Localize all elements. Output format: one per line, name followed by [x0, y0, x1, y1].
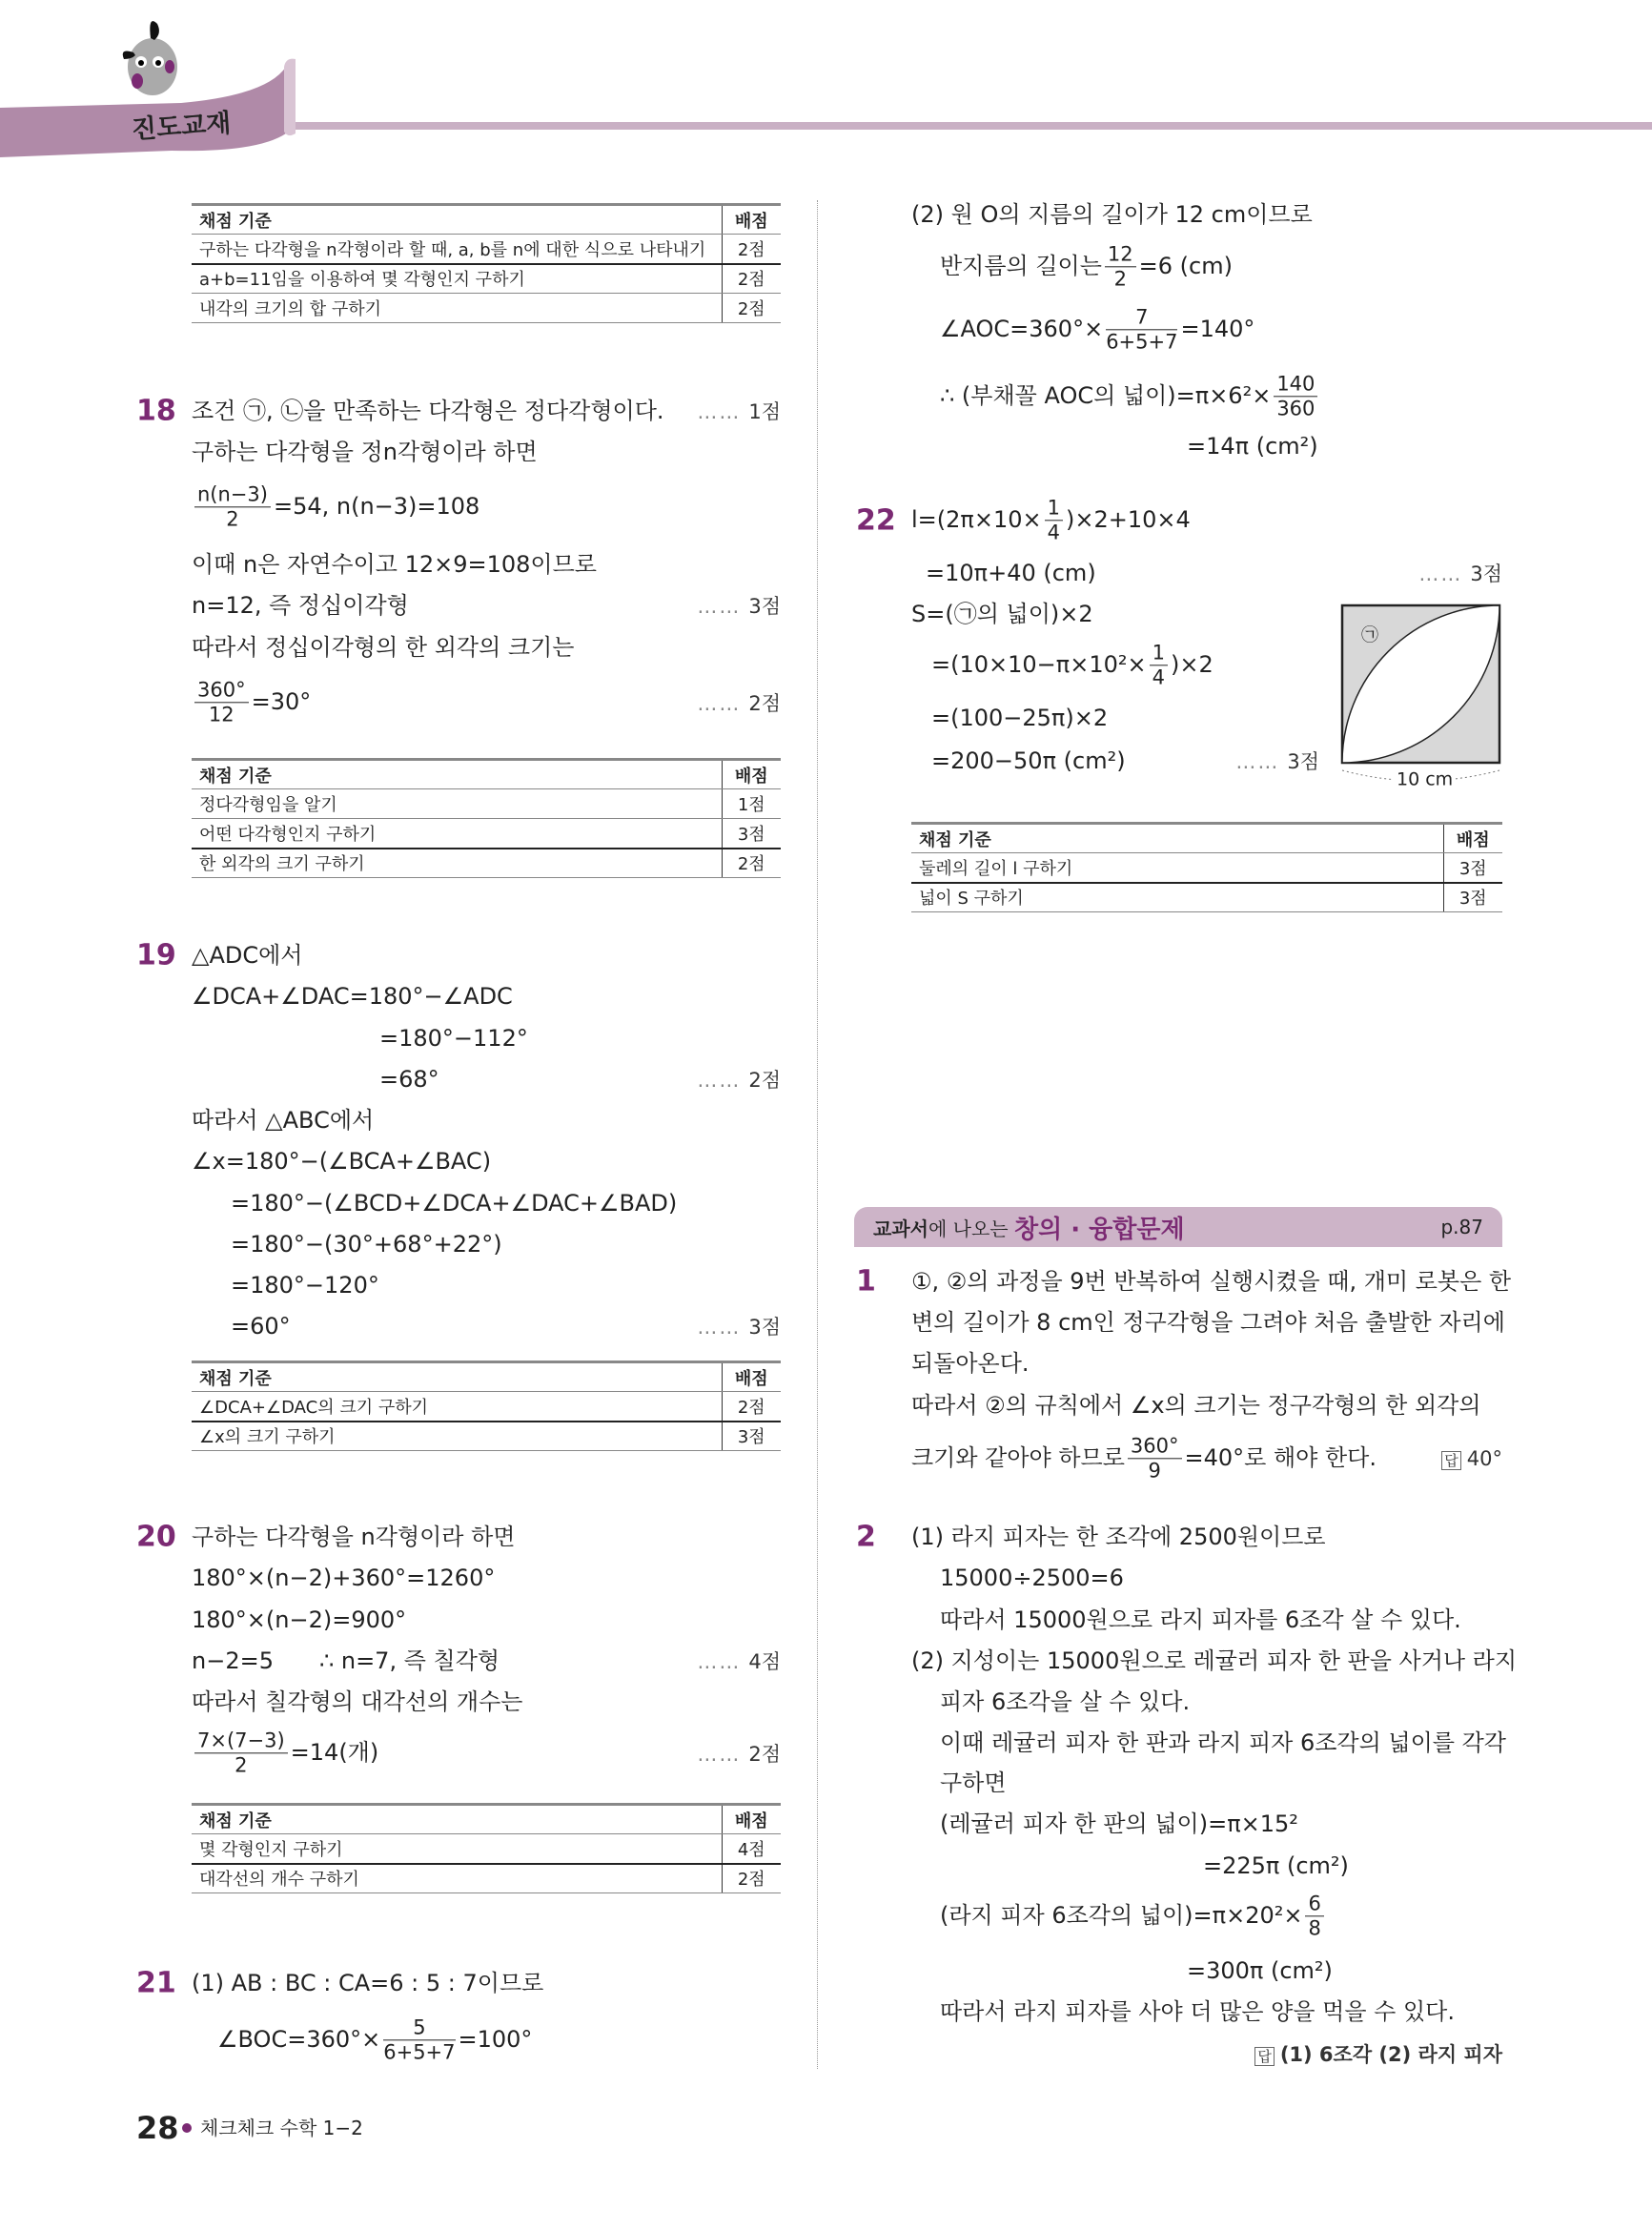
criteria-cell: 몇 각형인지 구하기 — [192, 1834, 722, 1864]
score-marker: …… 2점 — [697, 1743, 781, 1766]
criteria-cell: a+b=11임을 이용하여 몇 각형인지 구하기 — [192, 264, 722, 294]
grading-table-20 — [192, 1803, 781, 1893]
solution-line: 따라서 라지 피자를 사야 더 많은 양을 먹을 수 있다. — [940, 1998, 1455, 2025]
solution-line: ∠x=180°−(∠BCA+∠BAC) — [192, 1148, 492, 1175]
solution-line: 따라서 ②의 규칙에서 ∠x의 크기는 정구각형의 한 외각의 — [911, 1392, 1481, 1419]
solution-line: (2) 지성이는 15000원으로 레귤러 피자 한 판을 사거나 라지 — [911, 1647, 1518, 1674]
solution-line: =68° — [379, 1066, 439, 1093]
solution-line: =180°−(∠BCD+∠DCA+∠DAC+∠BAD) — [231, 1190, 678, 1217]
score-cell: 2점 — [722, 264, 781, 294]
solution-line: 피자 6조각을 살 수 있다. — [940, 1688, 1191, 1715]
header-score: 배점 — [1443, 824, 1502, 853]
problem-number: 19 — [136, 938, 176, 972]
answer: 답 (1) 6조각 (2) 라지 피자 — [1254, 2039, 1502, 2068]
problem-number: 18 — [136, 394, 176, 428]
score-marker: …… 3점 — [1418, 563, 1502, 585]
solution-line: $\frac{n(n-3)}{2}$ =54, n(n−3)=108 — [192, 482, 479, 531]
solution-line: =14π (cm²) — [1187, 433, 1318, 460]
solution-line: 구하는 다각형을 정n각형이라 하면 — [192, 439, 538, 465]
region-label: ㉠ — [1361, 625, 1378, 645]
answer-mark-icon: 답 — [1441, 1451, 1461, 1470]
criteria-cell: 구하는 다각형을 n각형이라 할 때, a, b를 n에 대한 식으로 나타내기 — [192, 235, 722, 264]
solution-line: 이때 레귤러 피자 한 판과 라지 피자 6조각의 넓이를 각각 — [940, 1729, 1506, 1756]
score-cell: 2점 — [722, 849, 781, 878]
section-mid: 에 나오는 — [928, 1217, 1014, 1240]
header-score: 배점 — [722, 760, 781, 789]
solution-line: 구하는 다각형을 n각형이라 하면 — [192, 1524, 516, 1550]
section-label: 진도교재 — [131, 108, 233, 146]
solution-line: 구하면 — [940, 1770, 1007, 1796]
score-cell: 2점 — [722, 1392, 781, 1422]
solution-line: 180°×(n−2)=900° — [192, 1606, 407, 1633]
solution-line: 되돌아온다. — [911, 1350, 1030, 1377]
solution-line: (1) 라지 피자는 한 조각에 2500원이므로 — [911, 1524, 1326, 1550]
solution-line: 크기와 같아야 하므로 $\frac{360^\circ}{9}$ =40°로 해야 한다. — [911, 1434, 1377, 1483]
section-header-bar — [854, 1207, 1502, 1247]
score-cell: 3점 — [1443, 883, 1502, 912]
score-marker: …… 3점 — [1235, 750, 1319, 773]
solution-line: 따라서 15000원으로 라지 피자를 6조각 살 수 있다. — [940, 1606, 1461, 1633]
score-cell: 2점 — [722, 294, 781, 323]
criteria-cell: 정다각형임을 알기 — [192, 789, 722, 819]
solution-line: =300π (cm²) — [1187, 1957, 1333, 1984]
fraction: $\frac{n(n-3)}{2}$ — [194, 482, 271, 531]
score-cell: 2점 — [722, 235, 781, 264]
solution-line: =225π (cm²) — [1203, 1852, 1349, 1879]
criteria-cell: 넓이 S 구하기 — [911, 883, 1443, 912]
criteria-cell: ∠DCA+∠DAC의 크기 구하기 — [192, 1392, 722, 1422]
score-cell: 1점 — [722, 789, 781, 819]
dots: …… — [697, 400, 742, 423]
score: 1점 — [748, 400, 781, 423]
fraction: $\frac{1}{4}$ — [1150, 641, 1168, 689]
solution-line: ∠AOC=360°× $\frac{7}{6+5+7}$ =140° — [940, 305, 1255, 354]
solution-line: $\frac{360^\circ}{12}$ =30° — [192, 678, 311, 726]
score-marker: …… 2점 — [697, 1069, 781, 1092]
solution-line: 따라서 정십이각형의 한 외각의 크기는 — [192, 634, 575, 661]
solution-line: (레귤러 피자 한 판의 넓이)=π×15² — [940, 1811, 1298, 1837]
solution-line: 따라서 칠각형의 대각선의 개수는 — [192, 1688, 523, 1715]
score-cell: 3점 — [722, 1422, 781, 1451]
fraction: $\frac{12}{2}$ — [1105, 242, 1136, 291]
criteria-cell: 대각선의 개수 구하기 — [192, 1864, 722, 1893]
header-criteria: 채점 기준 — [192, 1805, 722, 1834]
solution-line: (라지 피자 6조각의 넓이)=π×20²× $\frac{6}{8}$ — [940, 1892, 1327, 1940]
solution-line: 15000÷2500=6 — [940, 1565, 1124, 1591]
solution-line: S=(㉠의 넓이)×2 — [911, 601, 1093, 627]
page-reference: p.87 — [1440, 1216, 1483, 1238]
answer: 답 40° — [1441, 1447, 1502, 1470]
header-score: 배점 — [722, 1805, 781, 1834]
fraction: $\frac{7}{6+5+7}$ — [1106, 305, 1178, 354]
rabbit-mascot-icon — [123, 21, 177, 95]
solution-line: 따라서 △ABC에서 — [192, 1107, 375, 1134]
score-cell: 2점 — [722, 1864, 781, 1893]
score-marker: …… 3점 — [697, 1316, 781, 1339]
page-number: 28 — [136, 2110, 179, 2146]
solution-line: 반지름의 길이는 $\frac{12}{2}$ =6 (cm) — [940, 242, 1233, 291]
solution-line: =(10×10−π×10²× $\frac{1}{4}$ )×2 — [931, 641, 1214, 689]
solution-line: =180°−112° — [379, 1025, 528, 1052]
solution-line: =180°−(30°+68°+22°) — [231, 1231, 502, 1258]
header-criteria: 채점 기준 — [192, 205, 722, 235]
solution-line: 이때 n은 자연수이고 12×9=108이므로 — [192, 551, 597, 578]
score-cell: 4점 — [722, 1834, 781, 1864]
solution-line: l=(2π×10× $\frac{1}{4}$ )×2+10×4 — [911, 496, 1191, 544]
square-arc-figure — [1335, 601, 1506, 796]
solution-line: =10π+40 (cm) — [926, 560, 1096, 586]
section-title: 창의 · 융합문제 — [1013, 1215, 1185, 1244]
score-marker: …… 4점 — [697, 1650, 781, 1673]
solution-line: ∠BOC=360°× $\frac{5}{6+5+7}$ =100° — [217, 2015, 533, 2064]
book-title: 체크체크 수학 1−2 — [200, 2117, 363, 2139]
solution-line: △ADC에서 — [192, 942, 303, 969]
score-cell: 3점 — [1443, 853, 1502, 883]
score-marker: …… 2점 — [697, 692, 781, 715]
header-criteria: 채점 기준 — [911, 824, 1443, 853]
solution-line: =200−50π (cm²) — [931, 747, 1126, 774]
solution-line: =180°−120° — [231, 1272, 379, 1299]
fraction: $\frac{6}{8}$ — [1305, 1892, 1323, 1940]
solution-line: =(100−25π)×2 — [931, 705, 1109, 731]
solution-line: $\frac{7\times(7-3)}{2}$ =14(개) — [192, 1729, 378, 1777]
criteria-cell: 내각의 크기의 합 구하기 — [192, 294, 722, 323]
header-criteria: 채점 기준 — [192, 760, 722, 789]
grading-table-22 — [911, 822, 1502, 912]
answer-mark-icon: 답 — [1254, 2047, 1275, 2066]
solution-line: ∴ (부채꼴 AOC의 넓이)=π×6²× $\frac{140}{360}$ — [940, 372, 1320, 420]
problem-number: 21 — [136, 1966, 176, 2000]
problem-number: 1 — [856, 1264, 876, 1299]
fraction: $\frac{140}{360}$ — [1274, 372, 1317, 420]
score-marker — [697, 397, 781, 425]
header-criteria: 채점 기준 — [192, 1362, 722, 1392]
bullet-icon — [182, 2123, 192, 2133]
fraction: $\frac{360^\circ}{9}$ — [1128, 1434, 1182, 1483]
solution-line: =60° — [231, 1313, 291, 1340]
solution-line: (2) 원 O의 지름의 길이가 12 cm이므로 — [911, 201, 1313, 228]
grading-table-19 — [192, 1361, 781, 1451]
fraction: $\frac{7\times(7-3)}{2}$ — [194, 1729, 288, 1777]
fraction: $\frac{1}{4}$ — [1045, 496, 1063, 544]
header-score: 배점 — [722, 1362, 781, 1392]
problem-number: 22 — [856, 503, 896, 538]
solution-line: (1) AB : BC : CA=6 : 5 : 7이므로 — [192, 1970, 544, 1996]
column-divider — [817, 200, 818, 2069]
fraction: $\frac{360^\circ}{12}$ — [194, 678, 249, 726]
criteria-cell: 한 외각의 크기 구하기 — [192, 849, 722, 878]
solution-line: 180°×(n−2)+360°=1260° — [192, 1565, 496, 1591]
criteria-cell: 둘레의 길이 l 구하기 — [911, 853, 1443, 883]
solution-line: 변의 길이가 8 cm인 정구각형을 그려야 처음 출발한 자리에 — [911, 1309, 1505, 1336]
solution-line: 조건 ㉠, ㉡을 만족하는 다각형은 정다각형이다. — [192, 398, 664, 424]
problem-number: 20 — [136, 1520, 176, 1554]
header-score: 배점 — [722, 205, 781, 235]
grading-table-18 — [192, 758, 781, 878]
criteria-cell: ∠x의 크기 구하기 — [192, 1422, 722, 1451]
solution-line: n=12, 즉 정십이각형 — [192, 592, 409, 619]
header-band — [0, 0, 1652, 172]
grading-table-17 — [192, 203, 781, 323]
fraction: $\frac{5}{6+5+7}$ — [383, 2015, 456, 2064]
solution-line: ∠DCA+∠DAC=180°−∠ADC — [192, 983, 513, 1010]
dimension-label: 10 cm — [1394, 771, 1456, 789]
criteria-cell: 어떤 다각형인지 구하기 — [192, 819, 722, 849]
score-marker: …… 3점 — [697, 595, 781, 618]
score-cell: 3점 — [722, 819, 781, 849]
section-prefix: 교과서 — [873, 1217, 928, 1240]
solution-line: n−2=5 ∴ n=7, 즉 칠각형 — [192, 1647, 500, 1674]
problem-number: 2 — [856, 1520, 876, 1554]
solution-line: ①, ②의 과정을 9번 반복하여 실행시켰을 때, 개미 로봇은 한 — [911, 1268, 1512, 1295]
